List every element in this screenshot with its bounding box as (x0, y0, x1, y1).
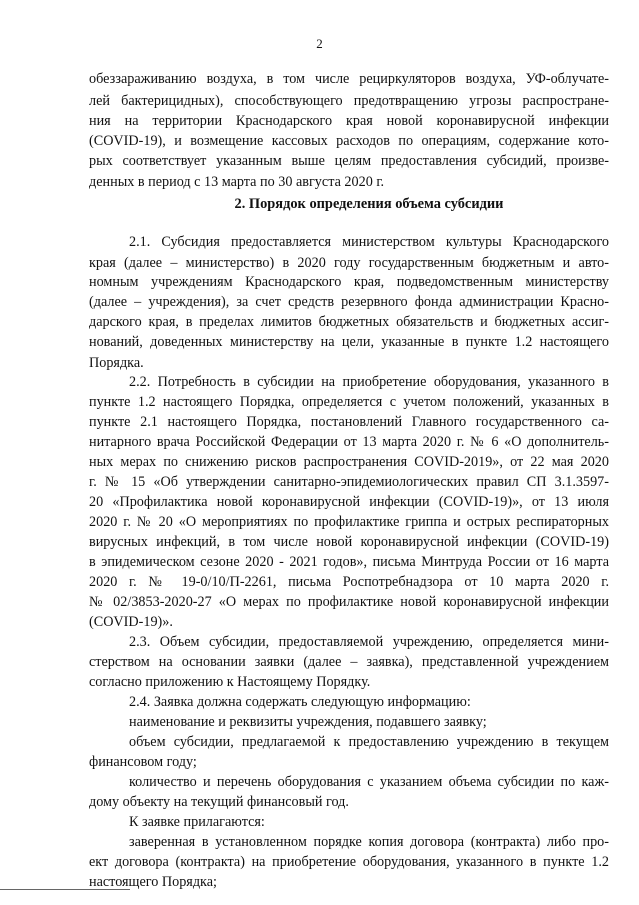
text-line: дарского края, в пределах лимитов бюджетных обязательств и бюджетных ассиг- (89, 314, 609, 330)
text-line: обеззараживанию воздуха, в том числе рециркуляторов воздуха, УФ-облучате- (89, 71, 609, 87)
text-line: (COVID-19), и возмещение кассовых расходов по операциям, содержание кото- (89, 133, 609, 149)
text-line: (далее – учреждения), за счет средств резервного фонда администрации Красно- (89, 294, 609, 310)
text-line: согласно приложению к Настоящему Порядку. (89, 674, 371, 690)
text-line: финансовом году; (89, 754, 197, 770)
text-line: Порядка. (89, 355, 144, 371)
text-line: пункте 2.1 настоящего Порядка, постановлений Главного государственного са- (89, 414, 609, 430)
text-line: дому объекту на текущий финансовый год. (89, 794, 349, 810)
text-line: количество и перечень оборудования с указанием объема субсидии по каж- (129, 774, 609, 790)
text-line: стерством на основании заявки (далее – заявка), представленной учреждением (89, 654, 609, 670)
text-line: лей бактерицидных), способствующего предотвращению угрозы распростране- (89, 93, 609, 109)
text-line: пункте 1.2 настоящего Порядка, определяется с учетом положений, указанных в (89, 394, 609, 410)
text-line: 2.2. Потребность в субсидии на приобретение оборудования, указанного в (129, 374, 609, 390)
text-line: г. № 15 «Об утверждении санитарно-эпидемиологических правил СП 3.1.3597- (89, 474, 609, 490)
text-line: денных в период с 13 марта по 30 августа 2020 г. (89, 174, 385, 190)
text-line: наименование и реквизиты учреждения, подавшего заявку; (129, 714, 487, 730)
text-line: вирусных инфекций, в том числе новой коронавирусной инфекции (COVID-19) (89, 534, 609, 550)
page-number: 2 (316, 36, 323, 51)
text-line: 2.4. Заявка должна содержать следующую информацию: (129, 694, 471, 710)
text-line: 2020 г. № 20 «О мероприятиях по профилактике гриппа и острых респираторных (89, 514, 609, 530)
text-line: № 02/3853-2020-27 «О мерах по профилактике новой коронавирусной инфекции (89, 594, 609, 610)
text-line: номным учреждениям Краснодарского края, подведомственным министерству (89, 274, 609, 290)
text-line: нований, доведенных министерству на цели, указанные в пункте 1.2 настоящего (89, 334, 609, 350)
text-line: заверенная в установленном порядке копия договора (контракта) либо про- (129, 834, 609, 850)
text-line: К заявке прилагаются: (129, 814, 265, 830)
text-line: в эпидемическом сезоне 2020 - 2021 годов», письма Минтруда России от 16 марта (89, 554, 609, 570)
text-line: 2.3. Объем субсидии, предоставляемой учреждению, определяется мини- (129, 634, 609, 650)
footer-divider (0, 889, 130, 890)
text-line: объем субсидии, предлагаемой к предоставлению учреждению в текущем (129, 734, 609, 750)
text-line: ект договора (контракта) на приобретение оборудования, указанного в пункте 1.2 (89, 854, 609, 870)
text-line: 2.1. Субсидия предоставляется министерством культуры Краснодарского (129, 234, 609, 250)
text-line: рых соответствует указанным выше целям предоставления субсидий, произве- (89, 153, 609, 169)
text-line: (COVID-19)». (89, 614, 173, 630)
text-line: ных мерах по снижению рисков распространения COVID-2019», от 22 мая 2020 (89, 454, 609, 470)
text-line: ния на территории Краснодарского края новой коронавирусной инфекции (89, 113, 609, 129)
text-line: нитарного врача Российской Федерации от 13 марта 2020 г. № 6 «О дополнитель- (89, 434, 609, 450)
text-line: края (далее – министерство) в 2020 году государственным бюджетным и авто- (89, 255, 609, 271)
text-line: 20 «Профилактика новой коронавирусной инфекции (COVID-19)», от 13 июля (89, 494, 609, 510)
text-line: настоящего Порядка; (89, 874, 217, 890)
text-line: 2020 г. № 19-0/10/П-2261, письма Роспотребнадзора от 10 марта 2020 г. (89, 574, 609, 590)
section-heading: 2. Порядок определения объема субсидии (234, 196, 504, 212)
